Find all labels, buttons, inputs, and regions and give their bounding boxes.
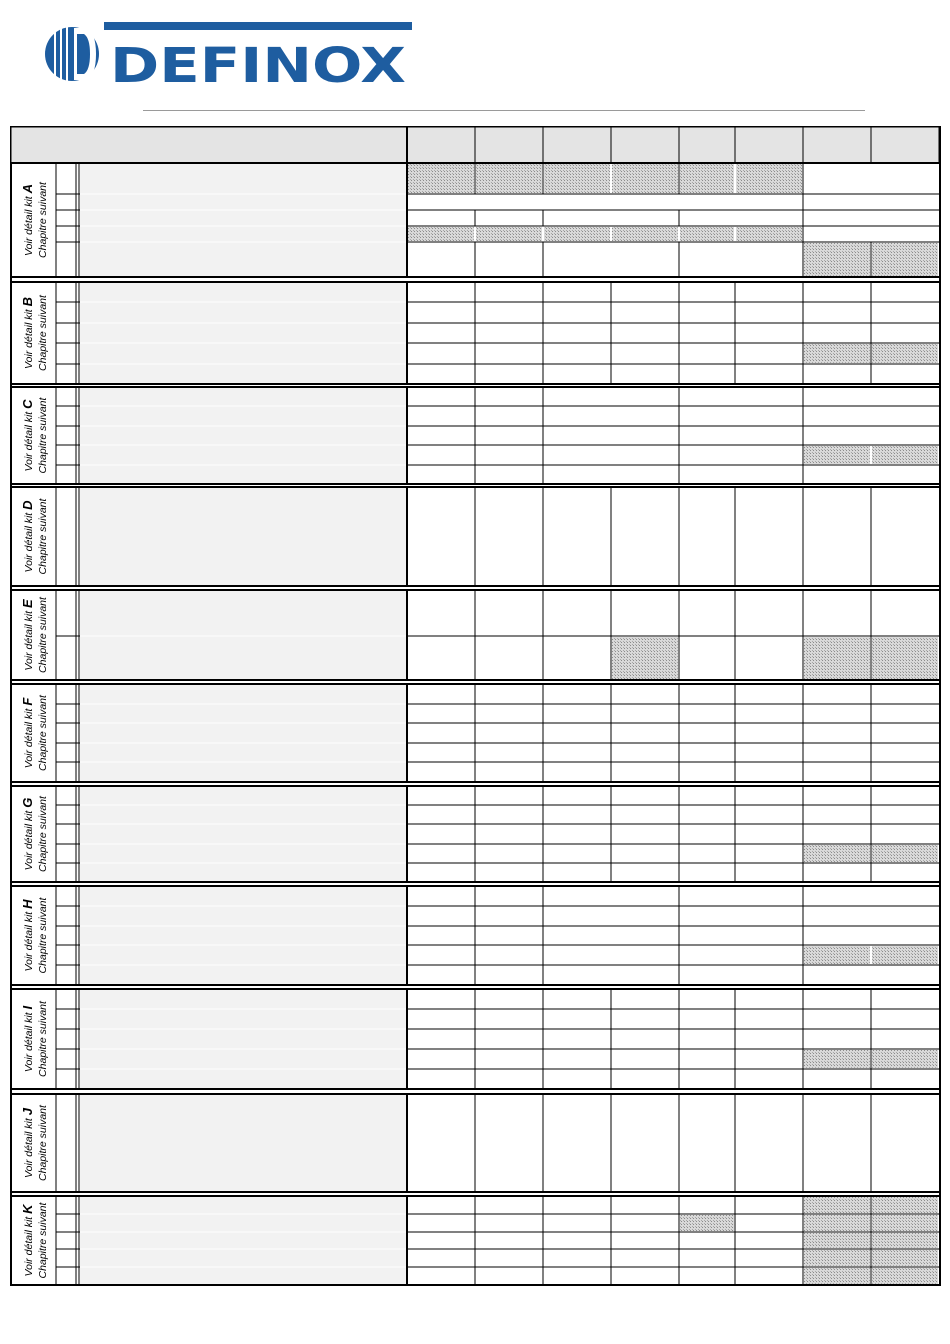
kit-caption-h — [20, 896, 49, 973]
kit-caption-suffix: Chapitre suivant — [37, 1202, 49, 1279]
kit-description-panel — [80, 887, 406, 984]
kit-caption-k — [20, 1201, 49, 1278]
kit-caption-prefix: Voir détail kit — [23, 408, 35, 472]
kit-letter: J — [20, 1108, 35, 1116]
kit-caption-prefix: Voir détail kit — [23, 705, 35, 769]
shaded-cell — [804, 637, 870, 679]
shaded-cell — [408, 227, 474, 241]
kit-caption-a — [20, 181, 49, 258]
kit-letter: I — [20, 1005, 35, 1010]
kit-letter: H — [20, 899, 35, 909]
kit-letter: E — [20, 599, 35, 609]
kit-description-panel — [80, 1197, 406, 1284]
kit-caption-suffix: Chapitre suivant — [37, 498, 49, 575]
shaded-cell — [872, 1215, 938, 1231]
kit-description-panel — [80, 990, 406, 1088]
kit-caption-d — [20, 497, 49, 574]
shaded-cell — [872, 1050, 938, 1068]
shaded-cell — [736, 164, 802, 193]
shaded-cell — [736, 227, 802, 241]
shaded-cell — [804, 243, 870, 276]
shaded-cell — [804, 344, 870, 363]
shaded-cell — [544, 164, 610, 193]
kit-letter: C — [20, 399, 35, 409]
kit-description-panel — [80, 283, 406, 383]
kit-description-panel — [80, 388, 406, 483]
kit-caption-suffix: Chapitre suivant — [37, 1001, 49, 1077]
kit-description-panel — [80, 685, 406, 781]
shaded-cell — [804, 1233, 870, 1248]
shaded-cell — [872, 1197, 938, 1213]
shaded-cell — [612, 164, 678, 193]
kit-caption-suffix: Chapitre suivant — [37, 182, 49, 258]
kit-caption-prefix: Voir détail kit — [23, 807, 35, 871]
shaded-cell — [804, 946, 870, 964]
kit-caption-i — [20, 1000, 49, 1077]
shaded-cell — [680, 227, 734, 241]
shaded-cell — [612, 637, 678, 679]
svg-text:DEFINOX: DEFINOX — [110, 38, 406, 90]
kit-letter: G — [20, 797, 35, 808]
shaded-cell — [872, 1250, 938, 1266]
kit-caption-prefix: Voir détail kit — [23, 1213, 35, 1277]
kit-caption-f — [20, 694, 49, 771]
kit-caption-suffix: Chapitre suivant — [37, 1105, 49, 1181]
shaded-cell — [872, 637, 938, 679]
kit-description-panel — [80, 591, 406, 679]
kit-caption-e — [20, 596, 49, 673]
kit-caption-suffix: Chapitre suivant — [37, 897, 49, 974]
kit-caption-prefix: Voir détail kit — [23, 306, 35, 370]
shaded-cell — [804, 1050, 870, 1068]
kit-caption-suffix: Chapitre suivant — [37, 397, 49, 474]
shaded-cell — [476, 164, 542, 193]
kit-caption-suffix: Chapitre suivant — [37, 695, 49, 771]
kit-description-panel — [80, 1095, 406, 1191]
kit-letter: D — [20, 500, 35, 510]
kit-caption-prefix: Voir détail kit — [23, 608, 35, 671]
shaded-cell — [476, 227, 542, 241]
kit-caption-prefix: Voir détail kit — [23, 908, 35, 972]
kit-letter: B — [20, 296, 35, 307]
shaded-cell — [544, 227, 610, 241]
kit-caption-prefix: Voir détail kit — [23, 1009, 35, 1073]
shaded-cell — [680, 1215, 734, 1231]
shaded-cell — [804, 1215, 870, 1231]
kit-caption-suffix: Chapitre suivant — [37, 597, 49, 673]
kit-letter: F — [20, 697, 35, 706]
kit-caption-j — [20, 1104, 49, 1181]
kit-caption-prefix: Voir détail kit — [23, 1115, 35, 1178]
kit-letter: A — [20, 183, 35, 194]
kit-caption-b — [20, 294, 49, 371]
kit-description-panel — [80, 787, 406, 881]
shaded-cell — [804, 1197, 870, 1213]
kit-caption-suffix: Chapitre suivant — [37, 796, 49, 872]
shaded-cell — [872, 946, 938, 964]
shaded-cell — [408, 164, 474, 193]
shaded-cell — [872, 1268, 938, 1284]
shaded-cell — [872, 1233, 938, 1248]
kit-caption-prefix: Voir détail kit — [23, 193, 35, 257]
kit-caption-c — [20, 396, 49, 473]
shaded-cell — [872, 344, 938, 363]
shaded-cell — [804, 1250, 870, 1266]
shaded-cell — [612, 227, 678, 241]
shaded-cell — [680, 164, 734, 193]
shaded-cell — [872, 845, 938, 862]
kit-caption-prefix: Voir détail kit — [23, 509, 35, 573]
shaded-cell — [804, 1268, 870, 1284]
kit-caption-g — [20, 795, 49, 872]
shaded-cell — [872, 243, 938, 276]
shaded-cell — [804, 446, 870, 464]
kit-description-panel — [80, 164, 406, 276]
kit-letter: K — [20, 1204, 35, 1214]
kit-caption-suffix: Chapitre suivant — [37, 295, 49, 371]
kit-description-panel — [80, 488, 406, 585]
shaded-cell — [804, 845, 870, 862]
shaded-cell — [872, 446, 938, 464]
